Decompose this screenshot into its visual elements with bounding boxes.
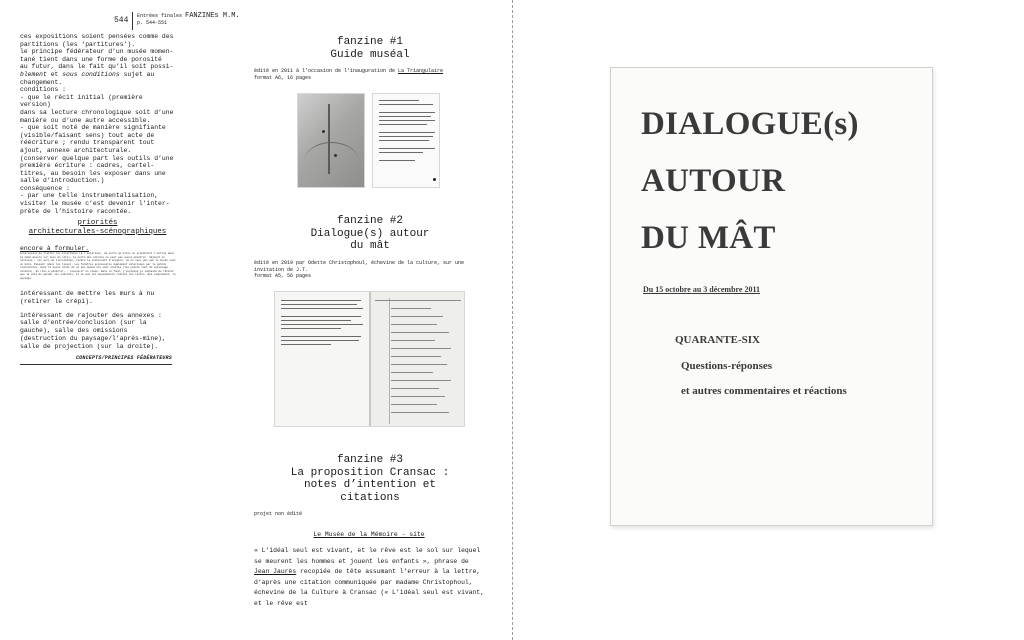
text-line: (visible/faisant sens) tout acte de (20, 131, 155, 139)
cover-questions: Questions-réponses (681, 360, 773, 372)
text-line: (conserver quelque part les outils d’une (20, 154, 174, 162)
text-line: - par une telle instrumentalisation, (20, 192, 159, 200)
text-line: titres, au besoin les exposer dans une (20, 169, 166, 177)
booklet-cover (610, 67, 933, 526)
header-pages: p. 544-551 (137, 20, 168, 26)
list-row-line (391, 396, 445, 397)
text-line-mark (379, 136, 433, 137)
text-line: - que le récit initial (première version) (20, 93, 143, 109)
spread-list-page (371, 292, 465, 427)
text-line-mark (281, 328, 341, 329)
meta-link[interactable]: La Triangulaire (398, 68, 444, 74)
list-row-line (391, 316, 443, 317)
list-row-line (391, 308, 431, 309)
list-row-line (391, 324, 437, 325)
fanzine-1-page-thumbnail (372, 93, 440, 188)
page-gutter (512, 0, 513, 640)
header-text (137, 13, 240, 27)
list-row-line (391, 404, 437, 405)
text-line: visiter le musée c’est devenir l’inter- (20, 200, 170, 208)
text-line: salle d’introduction.) (20, 177, 105, 185)
photo-detail (304, 142, 359, 182)
text-fragment: sujet au (119, 70, 155, 78)
meta-text: invitation de J.T. (254, 266, 309, 273)
photo-detail (322, 130, 325, 133)
fine-print-block: intéressant de traiter les interfaces (à l’extérieur, de sorte qu’elles en présentent l’entrée dans la même mesure sur lieu du site), la porte des entrées ne peut pas aussi pénétrer. Adjoint en coulisse ; les murs de circulation, rendre la continuité d’origine. Je ne veux pas que le musée soit un bord. Passant (dans les lieux). Les fenêtres accessoires également valorisées par le public rencontrées. Avec le bonne droit de se pas quand ils sont invités (les pièces tant du voisinage visible). Si rien à pénétrer... recouvrir en place. Dans le fond, j’explique je souhaite de réciter que la voie de garder les endroits, et ce que les équipements restent ces récits. Que simplement, le paysage. (20, 252, 176, 280)
musee-heading (254, 531, 484, 538)
fanzine-2-title (250, 215, 490, 253)
text-line-mark (281, 344, 331, 345)
concepts-label: CONCEPTS/PRINCIPES FÉDÉRATEURS (75, 355, 172, 361)
quote-text: « L’idéal seul est vivant, et le rêve est le sol sur lequel se meurent les hommes et jouent les enfants », phrase de (254, 547, 481, 565)
list-row-line (391, 412, 449, 413)
musee-heading-text: Le Musée de la Mémoire - site (313, 531, 425, 538)
text-line-mark (379, 112, 435, 113)
list-row-line (391, 364, 447, 365)
priorities-line: architecturales-scénographiques (28, 228, 167, 236)
cover-dates: Du 15 octobre au 3 décembre 2011 (643, 285, 761, 294)
italic-text: blement (20, 70, 47, 78)
text-line: dans sa lecture chronologique soit d’une (20, 108, 174, 116)
fanzine-title-line: citations (340, 491, 400, 504)
text-line-mark (379, 116, 431, 117)
concepts-rule (20, 364, 172, 365)
list-row-line (391, 388, 439, 389)
text-line-mark (379, 140, 429, 141)
fanzine-1-photo-thumbnail (297, 93, 365, 188)
fanzine-number: fanzine #2 (336, 215, 403, 227)
italic-text: sous conditions (62, 70, 120, 78)
fanzine-number: fanzine #3 (336, 454, 403, 466)
cover-count: QUARANTE-SIX (675, 334, 760, 346)
text-line-mark (379, 104, 433, 105)
text-line-mark (379, 132, 435, 133)
list-row-line (391, 340, 435, 341)
header-divider (132, 12, 133, 30)
priorities-heading (20, 219, 175, 237)
text-line-mark (379, 120, 435, 121)
text-line: ces expositions soient pensées comme des (20, 33, 174, 40)
text-line: première écriture : cadres, cartel- (20, 162, 155, 170)
page-number: 544 (114, 16, 129, 25)
fanzine-title-line: La proposition Cransac : (290, 466, 450, 479)
fanzine-1-title (250, 36, 490, 61)
text-line: changement. (20, 78, 63, 86)
list-row-line (391, 372, 433, 373)
text-line-mark (281, 304, 357, 305)
text-line-mark (281, 308, 363, 309)
photo-detail (328, 104, 330, 174)
fanzine-2-spread-thumbnail (274, 291, 465, 427)
text-line: manière ou d’une autre accessible. (20, 116, 151, 124)
text-line: conditions : (20, 86, 67, 94)
list-row-line (391, 332, 449, 333)
text-line: au futur, dans le fait qu’il soit possi- (20, 63, 174, 71)
jaures-quote (254, 546, 486, 609)
text-line-mark (281, 324, 363, 325)
text-line-mark (379, 160, 415, 161)
text-line: conséquence : (20, 184, 70, 192)
header-section: Entrées finales (137, 13, 183, 19)
fanzine-title-line: Dialogue(s) autour (310, 227, 430, 240)
quote-name: Jean Jaurès (254, 568, 297, 575)
photo-detail (334, 154, 337, 157)
left-column-text (20, 33, 175, 215)
text-line-mark (281, 316, 361, 317)
fanzine-3-meta: projet non édité (254, 511, 303, 517)
page-mark (433, 178, 436, 181)
meta-text: format A5, 56 pages (254, 273, 312, 279)
text-line: le principe fédérateur d’un musée momen- (20, 48, 174, 56)
text-line-mark (379, 124, 427, 125)
text-line-mark (379, 148, 435, 149)
list-row-line (391, 356, 441, 357)
page-header (114, 12, 264, 30)
fanzine-title-line: notes d’intention et (303, 479, 437, 491)
text-line: partitions (les ‘partitures’). (20, 40, 136, 48)
meta-text: édité en 2011 à l’occasion de l’inauguration de (254, 68, 399, 74)
note-annexes: intéressant de rajouter des annexes : salle d’entrée/conclusion (sur la gauche), salle des omissions (destruction du paysage/l’après-mine), salle de projection (sur la droite). (20, 311, 166, 350)
list-row-line (391, 348, 451, 349)
text-line-mark (281, 340, 359, 341)
text-line-mark (379, 100, 419, 101)
cover-title-line: DU MÂT (641, 220, 776, 256)
text-line: réécriture ; rendu transparent tout (20, 139, 155, 147)
text-line-mark (281, 300, 361, 301)
left-column-notes (20, 290, 175, 357)
quote-text: recopiée de tête assumant l’erreur à la lettre, d’après une citation communiquée par madame Christophoul, échevine de la Culture à Cransac (« L’idéal seul est vivant, et le rêve est (254, 568, 485, 607)
fanzine-title-line: Guide muséal (330, 48, 410, 61)
cover-title-line: DIALOGUE(s) (641, 106, 859, 142)
cover-title (641, 96, 931, 267)
text-line-mark (281, 320, 351, 321)
fanzine-1-meta (254, 68, 494, 81)
note-walls: intéressant de mettre les murs à nu (retirer le crépi). (20, 290, 155, 305)
cover-comments: et autres commentaires et réactions (681, 385, 847, 397)
fanzine-title-line: du mât (350, 240, 390, 252)
text-line-mark (379, 152, 423, 153)
fanzine-2-meta (254, 260, 494, 280)
text-line-mark (281, 336, 361, 337)
list-row-line (391, 380, 451, 381)
text-line: ajout, annexe architecturale. (20, 146, 132, 154)
cover-title-line: AUTOUR (641, 163, 786, 199)
text-line: - que soit noté de manière signifiante (20, 124, 166, 132)
header-title: FANZINEs M.M. (185, 12, 240, 20)
list-column-rule (389, 298, 390, 424)
text-line (20, 71, 175, 79)
text-fragment: et (46, 70, 63, 78)
meta-text: format A6, 16 pages (254, 74, 312, 81)
fanzine-number: fanzine #1 (336, 36, 403, 48)
encore-note: encore à formuler. (20, 245, 90, 252)
priorities-line: priorités (77, 219, 118, 227)
text-line: tané tient dans une forme de porosité (20, 55, 162, 63)
text-line: prète de l’histoire racontée. (20, 207, 132, 215)
fanzine-3-title (250, 454, 490, 504)
list-row-line (375, 300, 461, 301)
meta-text: édité en 2019 par Odette Christophoul, échevine de la culture, sur une (254, 260, 465, 266)
